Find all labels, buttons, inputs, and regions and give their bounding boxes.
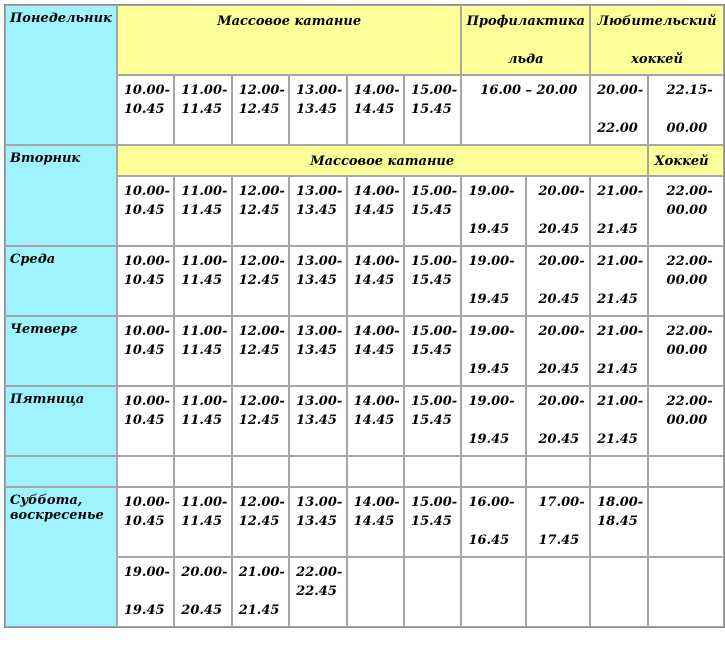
time-slot: 15.00- 15.45 xyxy=(404,176,461,246)
time-slot: 14.00- 14.45 xyxy=(347,176,404,246)
time-slot: 12.00- 12.45 xyxy=(232,487,289,557)
empty-cell xyxy=(648,487,724,557)
time-slot: 10.00- 10.45 xyxy=(117,386,174,456)
time-slot: 16.00- 16.45 xyxy=(461,487,525,557)
time-slot: 11.00- 11.45 xyxy=(174,386,231,456)
time-slot: 13.00- 13.45 xyxy=(289,246,346,316)
time-slot: 21.00- 21.45 xyxy=(590,246,647,316)
time-slot: 14.00- 14.45 xyxy=(347,316,404,386)
empty-cell xyxy=(117,456,174,487)
time-slot: 15.00- 15.45 xyxy=(404,316,461,386)
day-tuesday: Вторник xyxy=(5,145,117,246)
empty-cell xyxy=(461,557,525,627)
time-slot: 13.00- 13.45 xyxy=(289,386,346,456)
empty-cell xyxy=(648,456,724,487)
time-slot: 19.00- 19.45 xyxy=(461,386,525,456)
empty-cell xyxy=(648,557,724,627)
time-slot: 22.00- 00.00 xyxy=(648,386,724,456)
time-slot: 14.00- 14.45 xyxy=(347,487,404,557)
time-slot: 10.00- 10.45 xyxy=(117,246,174,316)
time-slot: 19.00- 19.45 xyxy=(461,316,525,386)
empty-cell xyxy=(347,557,404,627)
time-slot: 11.00- 11.45 xyxy=(174,487,231,557)
time-slot: 11.00- 11.45 xyxy=(174,316,231,386)
time-slot: 22.00- 00.00 xyxy=(648,176,724,246)
time-slot: 15.00- 15.45 xyxy=(404,75,461,145)
time-slot: 11.00- 11.45 xyxy=(174,75,231,145)
day-monday: Понедельник xyxy=(5,5,117,145)
empty-cell xyxy=(526,557,591,627)
day-weekend: Суббота, воскресенье xyxy=(5,487,117,627)
header-hockey: Хоккей xyxy=(648,145,724,176)
day-friday: Пятница xyxy=(5,386,117,456)
empty-cell xyxy=(590,456,647,487)
header-mass-skating: Массовое катание xyxy=(117,145,648,176)
time-slot: 22.15- 00.00 xyxy=(648,75,724,145)
time-slot: 12.00- 12.45 xyxy=(232,75,289,145)
time-slot: 21.00- 21.45 xyxy=(232,557,289,627)
time-slot: 13.00- 13.45 xyxy=(289,176,346,246)
empty-cell xyxy=(232,456,289,487)
time-slot: 13.00- 13.45 xyxy=(289,316,346,386)
time-slot: 19.00- 19.45 xyxy=(461,176,525,246)
time-slot: 12.00- 12.45 xyxy=(232,316,289,386)
time-slot: 20.00- 22.00 xyxy=(590,75,647,145)
empty-cell xyxy=(289,456,346,487)
day-thursday: Четверг xyxy=(5,316,117,386)
time-slot: 20.00- 20.45 xyxy=(526,386,591,456)
time-slot: 21.00- 21.45 xyxy=(590,386,647,456)
day-wednesday: Среда xyxy=(5,246,117,316)
table-row xyxy=(5,5,724,75)
time-slot: 10.00- 10.45 xyxy=(117,176,174,246)
time-slot: 12.00- 12.45 xyxy=(232,246,289,316)
empty-cell xyxy=(590,557,647,627)
header-mass-skating: Массовое катание xyxy=(117,5,462,75)
time-slot: 10.00- 10.45 xyxy=(117,316,174,386)
time-slot: 15.00- 15.45 xyxy=(404,246,461,316)
table-row xyxy=(5,456,724,487)
time-slot: 19.00- 19.45 xyxy=(461,246,525,316)
schedule-table xyxy=(4,4,725,628)
time-slot: 11.00- 11.45 xyxy=(174,246,231,316)
time-slot: 14.00- 14.45 xyxy=(347,246,404,316)
time-slot: 12.00- 12.45 xyxy=(232,386,289,456)
time-slot: 15.00- 15.45 xyxy=(404,487,461,557)
time-slot: 17.00- 17.45 xyxy=(526,487,591,557)
time-slot: 14.00- 14.45 xyxy=(347,75,404,145)
time-slot: 20.00- 20.45 xyxy=(526,246,591,316)
table-row xyxy=(5,316,724,386)
time-slot: 13.00- 13.45 xyxy=(289,487,346,557)
table-row xyxy=(5,145,724,176)
time-slot: 10.00- 10.45 xyxy=(117,75,174,145)
time-slot: 22.00- 22.45 xyxy=(289,557,346,627)
empty-cell xyxy=(526,456,591,487)
empty-cell xyxy=(347,456,404,487)
time-slot: 20.00- 20.45 xyxy=(174,557,231,627)
time-slot: 12.00- 12.45 xyxy=(232,176,289,246)
time-slot: 19.00- 19.45 xyxy=(117,557,174,627)
empty-cell xyxy=(461,456,525,487)
empty-cell xyxy=(404,456,461,487)
table-row xyxy=(5,246,724,316)
day-empty xyxy=(5,456,117,487)
time-slot: 11.00- 11.45 xyxy=(174,176,231,246)
time-slot: 20.00- 20.45 xyxy=(526,316,591,386)
header-amateur-hockey: Любительский хоккей xyxy=(590,5,724,75)
table-row xyxy=(5,487,724,557)
time-slot: 14.00- 14.45 xyxy=(347,386,404,456)
time-slot: 10.00- 10.45 xyxy=(117,487,174,557)
time-slot: 16.00 – 20.00 xyxy=(461,75,590,145)
time-slot: 21.00- 21.45 xyxy=(590,176,647,246)
time-slot: 21.00- 21.45 xyxy=(590,316,647,386)
empty-cell xyxy=(404,557,461,627)
time-slot: 15.00- 15.45 xyxy=(404,386,461,456)
header-ice-maintenance: Профилактика льда xyxy=(461,5,590,75)
time-slot: 20.00- 20.45 xyxy=(526,176,591,246)
table-row xyxy=(5,386,724,456)
time-slot: 18.00- 18.45 xyxy=(590,487,647,557)
empty-cell xyxy=(174,456,231,487)
time-slot: 22.00- 00.00 xyxy=(648,246,724,316)
time-slot: 13.00- 13.45 xyxy=(289,75,346,145)
time-slot: 22.00- 00.00 xyxy=(648,316,724,386)
